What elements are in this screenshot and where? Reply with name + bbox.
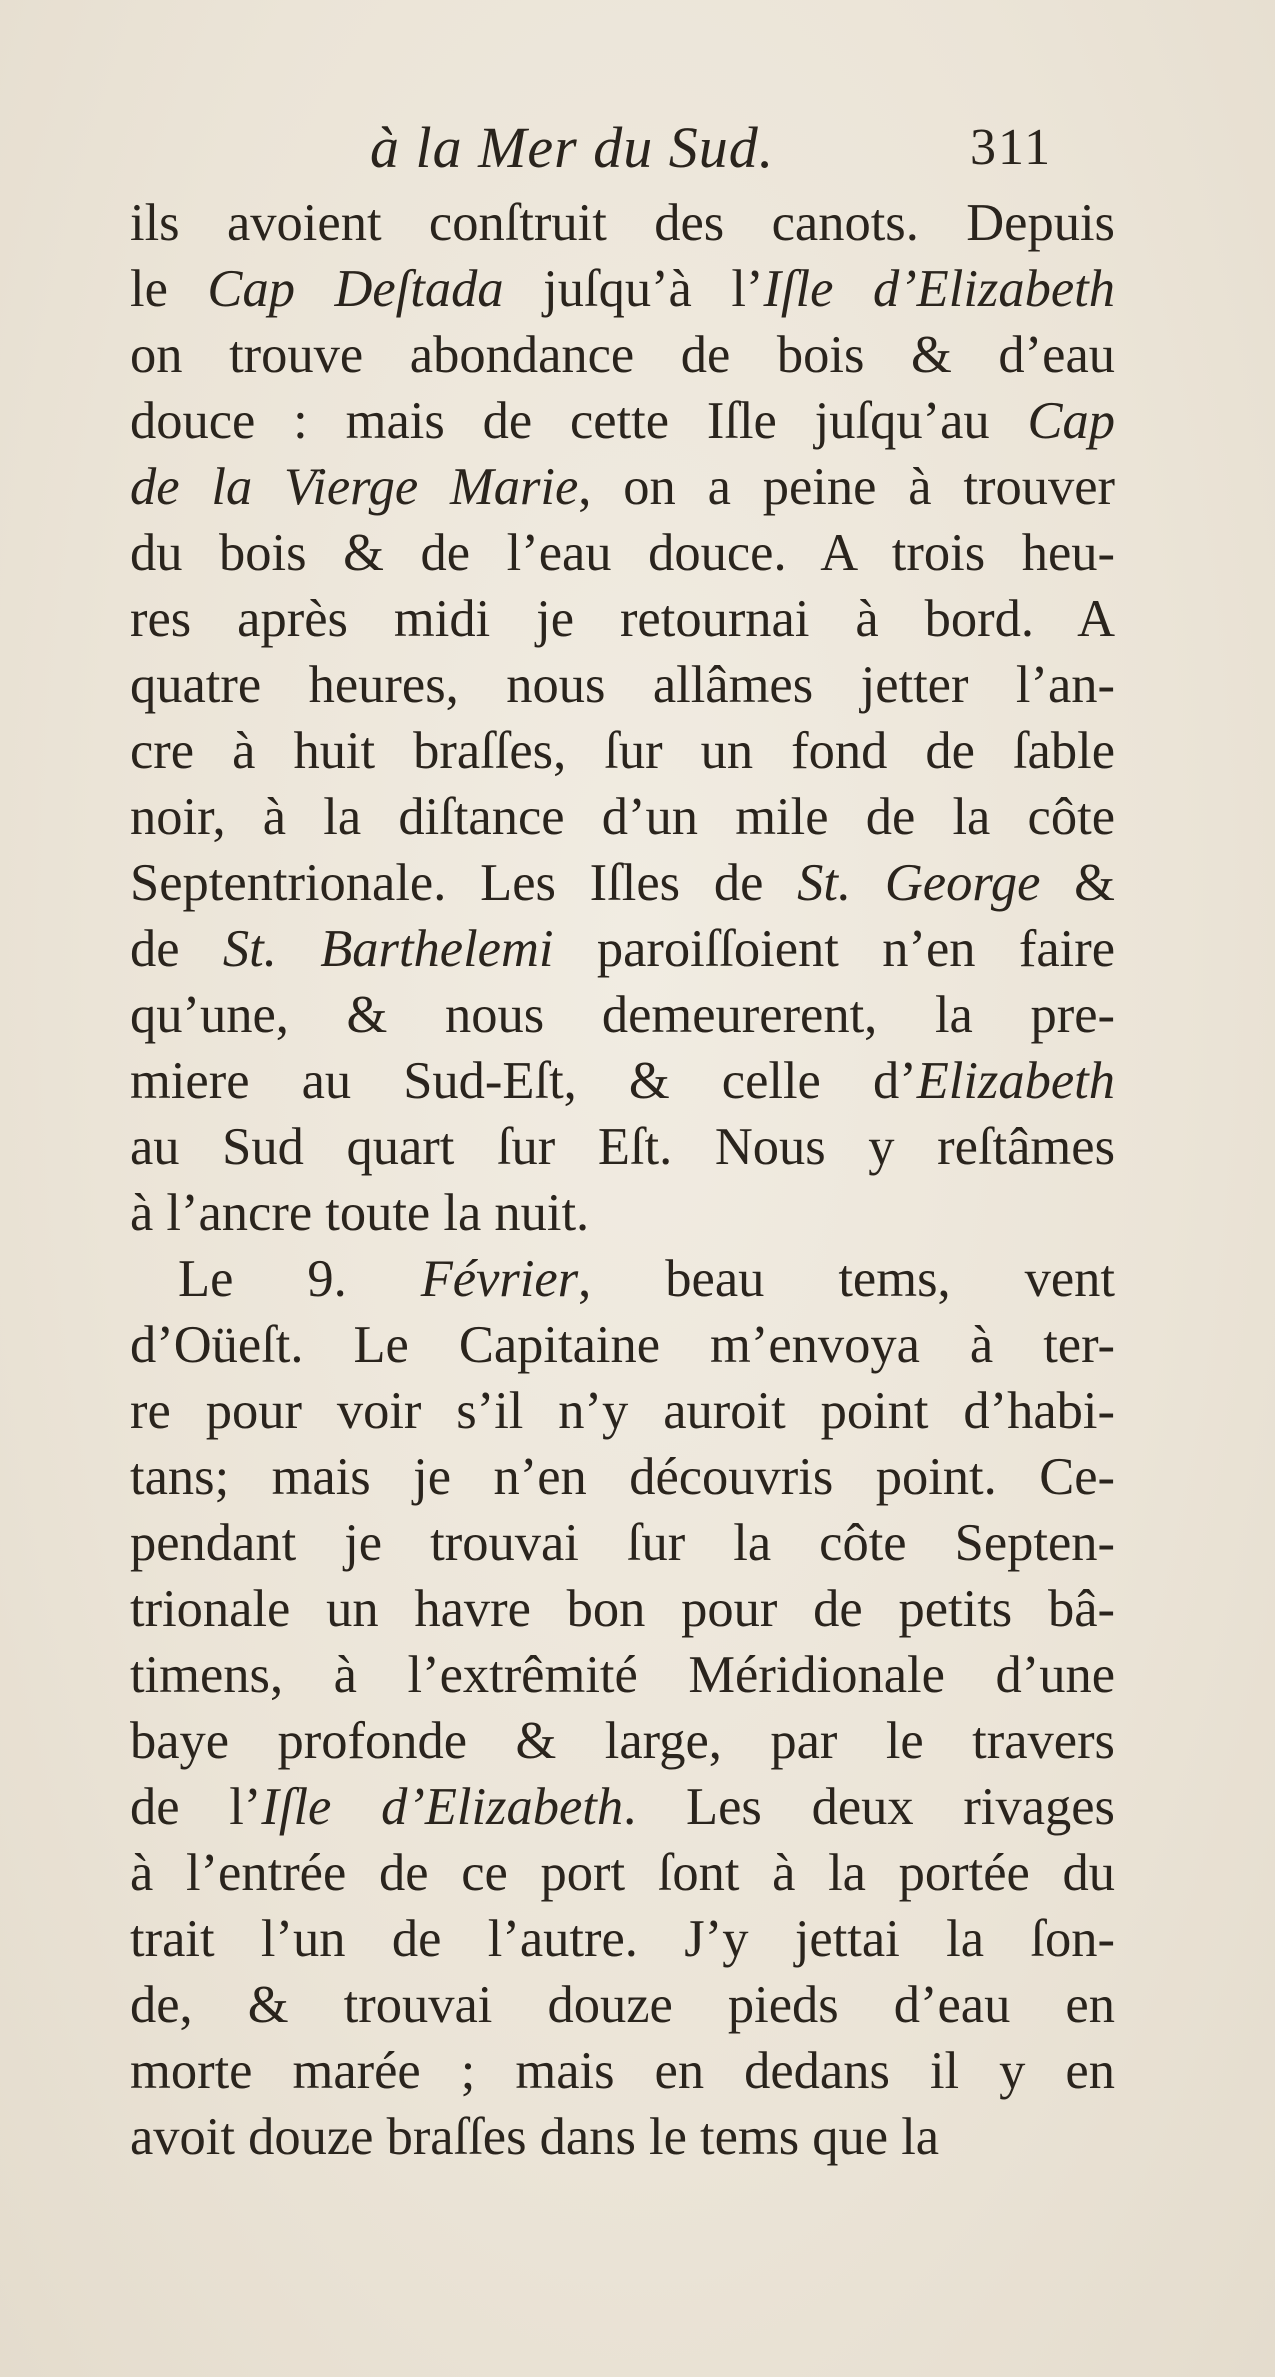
text-line [130,1774,1115,1840]
text-line [130,1444,1115,1510]
body-text [130,190,1115,2170]
text-segment: timens, à l’extrêmité Méridionale d’une [130,1646,1115,1704]
text-segment: d’Oüeſt. Le Capitaine m’envoya à ter- [130,1316,1115,1374]
text-segment: re pour voir s’il n’y auroit point d’habi- [130,1382,1115,1440]
text-segment: Septentrionale. Les Iſles de [130,854,798,912]
italic-text: St. George [797,854,1041,912]
text-segment: & [1040,854,1115,912]
text-segment: res après midi je retournai à bord. A [130,590,1115,648]
text-line [130,1576,1115,1642]
text-line [130,2104,1115,2170]
text-line [130,916,1115,982]
italic-text: Iſle d’Elizabeth [261,1778,624,1836]
text-segment: on trouve abondance de bois & d’eau [130,326,1115,384]
text-line [130,454,1115,520]
text-line [130,1708,1115,1774]
text-line [130,1840,1115,1906]
text-segment: de [130,920,223,978]
text-segment: , on a peine à trouver [578,458,1115,516]
text-segment: paroiſſoient n’en faire [553,920,1115,978]
text-line [130,256,1115,322]
italic-text: Elizabeth [916,1052,1115,1110]
italic-text: de la Vierge Marie [130,458,579,516]
text-segment: au Sud quart ſur Eſt. Nous y reſtâmes [130,1118,1115,1176]
text-segment: baye profonde & large, par le travers [130,1712,1115,1770]
text-line [130,784,1115,850]
text-line [130,1510,1115,1576]
text-line [130,718,1115,784]
text-segment: noir, à la diſtance d’un mile de la côte [130,788,1115,846]
text-segment: Le 9. [178,1250,421,1308]
text-segment: tans; mais je n’en découvris point. Ce- [130,1448,1115,1506]
text-segment: à l’ancre toute la nuit. [130,1184,590,1242]
text-segment: douce : mais de cette Iſle juſqu’au [130,392,1028,450]
text-segment: cre à huit braſſes, ſur un fond de ſable [130,722,1115,780]
text-segment: quatre heures, nous allâmes jetter l’an- [130,656,1115,714]
text-line [130,1312,1115,1378]
text-line [130,652,1115,718]
text-line [130,520,1115,586]
italic-text: Février [420,1250,579,1308]
text-segment: du bois & de l’eau douce. A trois heu- [130,524,1115,582]
page-header [0,108,1275,188]
text-line [130,2038,1115,2104]
text-segment: qu’une, & nous demeurerent, la pre- [130,986,1115,1044]
text-segment: trionale un havre bon pour de petits bâ- [130,1580,1115,1638]
text-line [130,1972,1115,2038]
text-line [130,1642,1115,1708]
text-segment: morte marée ; mais en dedans il y en [130,2042,1115,2100]
text-segment: , beau tems, vent [578,1250,1115,1308]
text-line [130,1246,1115,1312]
text-line [130,1906,1115,1972]
text-segment: pendant je trouvai ſur la côte Septen- [130,1514,1115,1572]
text-segment: le [130,260,208,318]
text-line [130,982,1115,1048]
italic-text: Cap [1027,392,1115,450]
text-segment: avoit douze braſſes dans le tems que la [130,2108,940,2166]
text-line [130,1048,1115,1114]
text-line [130,850,1115,916]
text-line [130,322,1115,388]
italic-text: Iſle d’Elizabeth [763,260,1115,318]
italic-text: Cap Deſtada [207,260,504,318]
text-line [130,586,1115,652]
text-line [130,1378,1115,1444]
text-segment: miere au Sud-Eſt, & celle d’ [130,1052,917,1110]
text-segment: juſqu’à l’ [503,260,764,318]
text-line [130,388,1115,454]
text-segment: . Les deux rivages [623,1778,1115,1836]
text-segment: ils avoient conſtruit des canots. Depuis [130,194,1115,252]
running-head: à la Mer du Sud. [370,115,775,180]
text-segment: de l’ [130,1778,262,1836]
text-line [130,190,1115,256]
italic-text: St. Barthelemi [222,920,554,978]
text-segment: trait l’un de l’autre. J’y jettai la ſon- [130,1910,1115,1968]
text-segment: de, & trouvai douze pieds d’eau en [130,1976,1115,2034]
text-segment: à l’entrée de ce port ſont à la portée du [130,1844,1115,1902]
text-line [130,1180,1115,1246]
page-number: 311 [970,119,1053,176]
text-line [130,1114,1115,1180]
